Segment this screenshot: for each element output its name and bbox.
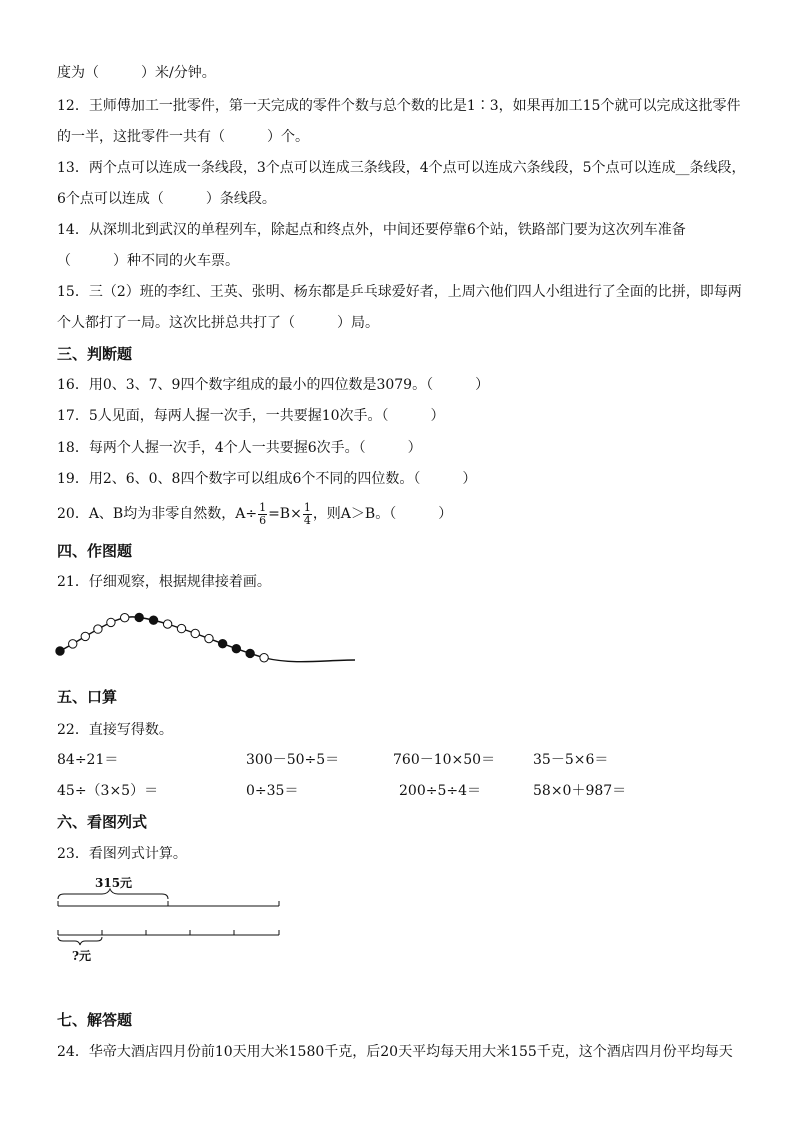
q11-tail: 度为（ ）米/分钟。 — [57, 65, 216, 81]
segment-diagram — [50, 870, 290, 970]
q14-line1: 14．从深圳北到武汉的单程列车，除起点和终点外，中间还要停靠6个站，铁路部门要为这次列车准备 — [57, 222, 686, 238]
fraction-denominator: 4 — [303, 513, 311, 527]
calc-item: 58×0＋987＝ — [533, 783, 627, 799]
q12-line1: 12．王师傅加工一批零件，第一天完成的零件个数与总个数的比是1∶3，如果再加工15个就可以完成这批零件 — [57, 98, 741, 114]
open-bead — [69, 640, 77, 648]
q15-line2: 个人都打了一局。这次比拼总共打了（ ）局。 — [57, 315, 379, 331]
open-bead — [191, 629, 199, 637]
q12-line2: 的一半，这批零件一共有（ ）个。 — [57, 129, 309, 145]
open-bead — [205, 634, 213, 642]
bottom-brace — [58, 937, 102, 945]
q20 — [57, 500, 747, 528]
fraction-one-quarter — [303, 502, 312, 527]
section-title-picture-equation: 六、看图列式 — [57, 813, 148, 831]
open-bead — [94, 625, 102, 633]
calc-item: 300－50÷5＝ — [246, 752, 340, 768]
q16: 16．用0、3、7、9四个数字组成的最小的四位数是3079。（ ） — [57, 377, 490, 393]
q15-line1: 15．三（2）班的李红、王英、张明、杨东都是乒乓球爱好者，上周六他们四人小组进行了全面的比拼，即每两 — [57, 284, 742, 300]
q20-suffix: ，则A＞B。（ ） — [312, 506, 453, 522]
q14-line2: （ ）种不同的火车票。 — [57, 253, 239, 269]
fraction-one-sixth — [258, 502, 267, 527]
calc-item: 0÷35＝ — [246, 783, 299, 799]
bead-pattern-figure — [50, 605, 370, 675]
open-bead — [81, 632, 89, 640]
beads-group — [56, 613, 268, 662]
q17: 17．5人见面，每两人握一次手，一共要握10次手。（ ） — [57, 408, 445, 424]
q13-line1: 13．两个点可以连成一条线段，3个点可以连成三条线段，4个点可以连成六条线段，5个点可以连成__条线段， — [57, 160, 746, 176]
section-title-judgement: 三、判断题 — [57, 345, 133, 363]
fraction-denominator: 6 — [259, 513, 267, 527]
calc-item: 84÷21＝ — [57, 752, 119, 768]
open-bead — [107, 618, 115, 626]
q21: 21．仔细观察，根据规律接着画。 — [57, 574, 271, 590]
q13-line2: 6个点可以连成（ ）条线段。 — [57, 191, 276, 207]
unknown-label: ?元 — [72, 949, 92, 963]
q20-prefix: 20．A、B均为非零自然数，A÷ — [57, 506, 258, 522]
open-bead — [177, 624, 185, 632]
top-brace — [58, 889, 168, 899]
calc-item: 45÷（3×5）＝ — [57, 783, 159, 799]
fraction-numerator: 1 — [303, 500, 311, 514]
q24: 24．华帝大酒店四月份前10天用大米1580千克，后20天平均每天用大米155千克，这个酒店四月份平均每天 — [57, 1044, 733, 1060]
filled-bead — [135, 613, 143, 621]
section-title-word-problems: 七、解答题 — [57, 1011, 133, 1029]
q22: 22．直接写得数。 — [57, 722, 173, 738]
filled-bead — [56, 647, 64, 655]
open-bead — [260, 654, 268, 662]
section-title-mental-math: 五、口算 — [57, 688, 118, 706]
open-bead — [120, 613, 128, 621]
q23: 23．看图列式计算。 — [57, 846, 187, 862]
q18: 18．每两个人握一次手，4个人一共要握6次手。（ ） — [57, 440, 422, 456]
q19: 19．用2、6、0、8四个数字可以组成6个不同的四位数。（ ） — [57, 471, 477, 487]
calc-item: 760－10×50＝ — [393, 752, 496, 768]
filled-bead — [218, 639, 226, 647]
total-label: 315元 — [95, 876, 133, 890]
q20-middle: =B× — [268, 506, 302, 522]
open-bead — [163, 620, 171, 628]
filled-bead — [149, 616, 157, 624]
fraction-numerator: 1 — [259, 500, 267, 514]
filled-bead — [232, 644, 240, 652]
calc-item: 200÷5÷4＝ — [399, 783, 481, 799]
filled-bead — [246, 649, 254, 657]
section-title-drawing: 四、作图题 — [57, 542, 133, 560]
calc-item: 35－5×6＝ — [533, 752, 609, 768]
